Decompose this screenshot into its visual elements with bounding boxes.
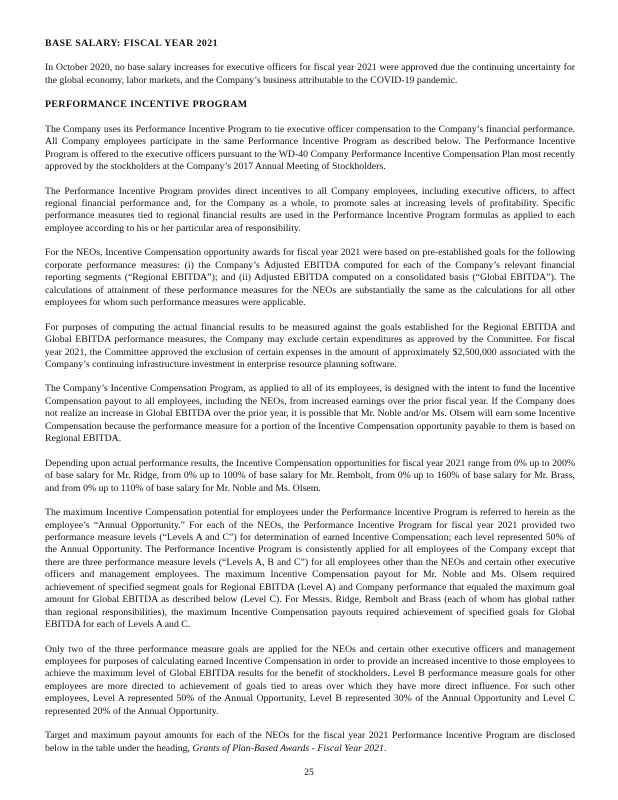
section-heading-base-salary: BASE SALARY: FISCAL YEAR 2021 bbox=[45, 38, 218, 49]
paragraph-text-suffix: . bbox=[383, 742, 387, 754]
paragraph-level-goals: Only two of the three performance measure goals are applied for the NEOs and certain other executive officers and management employees for purposes of calculating earned Incentive Compensation in order to provide an increased incentive to those employees to achieve the maximum level of Global EBITDA results for the benefit of stockholders. Level B performance measure goals for other employees are more directed to achievement of goals tied to areas over which they have more direct influence. For such other employees, Level A represented 50% of the Annual Opportunity, Level B represented 30% of the Annual Opportunity and Level C represented 20% of the Annual Opportunity. bbox=[45, 643, 575, 717]
section-heading-performance-incentive-program: PERFORMANCE INCENTIVE PROGRAM bbox=[45, 99, 248, 111]
paragraph-text: Target and maximum payout amounts for each of the NEOs for the fiscal year 2021 Performance Incentive Program are disclosed below in the table under the heading, bbox=[45, 730, 575, 754]
paragraph-exclusions: For purposes of computing the actual financial results to be measured against the goals established for the Regional EBITDA and Global EBITDA performance measures, the Company may exclude certain expenditures as approved by the Committee. For fiscal year 2021, the Committee approved the exclusion of certain expenses in the amount of approximately $2,500,000 associated with the Company’s continuing infrastructure investment in enterprise resource planning software. bbox=[45, 321, 575, 370]
paragraph-neo-goals: For the NEOs, Incentive Compensation opportunity awards for fiscal year 2021 were based on pre-established goals for the following corporate performance measures: (i) the Company’s Adjusted EBITDA computed for each of the Company’s relevant financial reporting segments (“Regional EBITDA”); and (ii) Adjusted EBITDA computed on a consolidated basis (“Global EBITDA”). The calculations of attainment of these performance measures for the NEOs are substantially the same as the calculations for all other employees for whom such performance measures were applicable. bbox=[45, 247, 575, 309]
paragraph-target-maximum-payouts bbox=[45, 730, 575, 755]
document-body bbox=[45, 38, 575, 755]
paragraph-annual-opportunity: The maximum Incentive Compensation potential for employees under the Performance Incentive Program is referred to herein as the employee’s “Annual Opportunity.” For each of the NEOs, the Performance Incentive Program for fiscal year 2021 provided two performance measure levels (“Levels A and C”) for determination of earned Incentive Compensation; each level represented 50% of the Annual Opportunity. The Performance Incentive Program is consistently applied for all employees of the Company except that there are three performance measure levels (“Levels A, B and C”) for all employees other than the NEOs and certain other executive officers and management employees. The maximum Incentive Compensation payout for Mr. Noble and Ms. Olsem required achievement of specified segment goals for Regional EBITDA (Level A) and Company performance that equaled the maximum goal amount for Global EBITDA as described below (Level C). For Messrs. Ridge, Rembolt and Brass (each of whom has global rather than regional responsibilities), the maximum Incentive Compensation payouts required achievement of specified goals for Global EBITDA for each of Levels A and C. bbox=[45, 507, 575, 631]
page-number: 25 bbox=[304, 767, 314, 778]
paragraph-funding-intent: The Company’s Incentive Compensation Program, as applied to all of its employees, is designed with the intent to fund the Incentive Compensation payout to all employees, including the NEOs, from increased earnings over the prior fiscal year. If the Company does not realize an increase in Global EBITDA over the prior year, it is possible that Mr. Noble and/or Ms. Olsem will earn some Incentive Compensation because the performance measure for a portion of the Incentive Compensation opportunity payable to them is based on Regional EBITDA. bbox=[45, 383, 575, 445]
paragraph-opportunity-ranges: Depending upon actual performance results, the Incentive Compensation opportunities for fiscal year 2021 range from 0% up to 200% of base salary for Mr. Ridge, from 0% up to 100% of base salary for Mr. Rembolt, from 0% up to 160% of base salary for Mr. Brass, and from 0% up to 110% of base salary for Mr. Noble and Ms. Olsem. bbox=[45, 457, 575, 494]
italic-table-heading-reference: Grants of Plan-Based Awards - Fiscal Year 2021 bbox=[192, 742, 384, 754]
paragraph-program-overview: The Company uses its Performance Incentive Program to tie executive officer compensation to the Company’s financial performance. All Company employees participate in the same Performance Incentive Program as described below. The Performance Incentive Program is offered to the executive officers pursuant to the WD-40 Company Performance Incentive Compensation Plan most recently approved by the stockholders at the Company’s 2017 Annual Meeting of Stockholders. bbox=[45, 123, 575, 173]
paragraph-base-salary: In October 2020, no base salary increases for executive officers for fiscal year 2021 were approved due the continuing uncertainty for the global economy, labor markets, and the Company’s business attributable to the COVID-19 pandemic. bbox=[45, 62, 575, 86]
paragraph-direct-incentives: The Performance Incentive Program provides direct incentives to all Company employees, including executive officers, to affect regional financial performance and, for the Company as a whole, to promote sales at increasing levels of profitability. Specific performance measures tied to regional financial results are used in the Performance Incentive Program formulas as applied to each employee according to his or her particular area of responsibility. bbox=[45, 185, 575, 234]
